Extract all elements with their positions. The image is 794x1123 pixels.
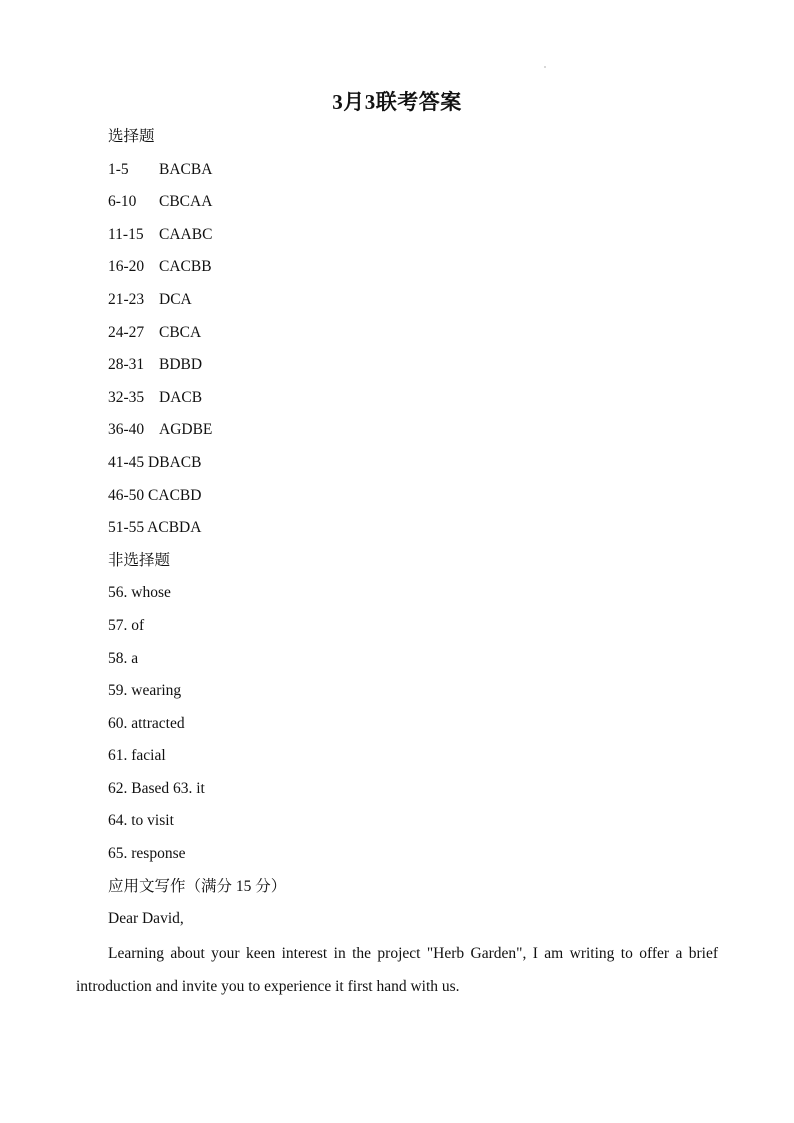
answer-range: 11-15 (108, 225, 144, 243)
answer-list (108, 124, 728, 939)
answer-row (108, 385, 728, 418)
answer-row (108, 254, 728, 287)
page-title: 3月3联考答案 (332, 90, 462, 114)
answer-range: 21-23 (108, 290, 145, 308)
answer-range: 16-20 (108, 258, 145, 276)
answer-row-compact: 41-45 DBACB (108, 453, 202, 471)
answer-row (108, 157, 728, 190)
answer-row (108, 287, 728, 320)
answer-letters: BDBD (159, 356, 203, 374)
fill-answer: 57. of (108, 616, 145, 634)
answer-range: 24-27 (108, 323, 145, 341)
answer-row (108, 222, 728, 255)
section-heading-choice: 选择题 (108, 128, 155, 145)
answer-letters: BACBA (159, 160, 213, 178)
answer-range: 28-31 (108, 356, 145, 374)
answer-row (108, 352, 728, 385)
section-heading-non-choice: 非选择题 (108, 551, 171, 569)
answer-range: 6-10 (108, 193, 137, 211)
answer-letters: CBCAA (159, 193, 213, 211)
fill-answer: 62. Based 63. it (108, 779, 205, 797)
answer-row (108, 417, 728, 450)
fill-answer: 64. to visit (108, 812, 174, 830)
answer-row (108, 189, 728, 222)
fill-answer: 56. whose (108, 584, 171, 602)
answer-letters: CBCA (159, 323, 202, 341)
answer-range: 36-40 (108, 421, 145, 439)
answer-letters: AGDBE (159, 421, 213, 439)
scan-speck (544, 66, 546, 68)
fill-answer: 59. wearing (108, 682, 182, 700)
letter-paragraph: Learning about your keen interest in the project "Herb Garden", I am writing to offer a brief introduction and invite you to experience it first hand with us. (76, 945, 718, 995)
answer-range: 1-5 (108, 160, 129, 178)
answer-letters: CACBB (159, 258, 212, 276)
answer-row (108, 320, 728, 353)
letter-salutation: Dear David, (108, 910, 184, 928)
answer-letters: CAABC (159, 225, 213, 243)
answer-range: 32-35 (108, 388, 145, 406)
section-heading-writing: 应用文写作（满分 15 分） (108, 877, 287, 895)
answer-row-compact: 46-50 CACBD (108, 486, 202, 504)
fill-answer: 61. facial (108, 747, 166, 765)
answer-letters: DCA (159, 290, 192, 308)
fill-answer: 65. response (108, 845, 186, 863)
answer-row-compact: 51-55 ACBDA (108, 519, 202, 537)
fill-answer: 58. a (108, 649, 139, 667)
fill-answer: 60. attracted (108, 714, 185, 732)
answer-letters: DACB (159, 388, 203, 406)
